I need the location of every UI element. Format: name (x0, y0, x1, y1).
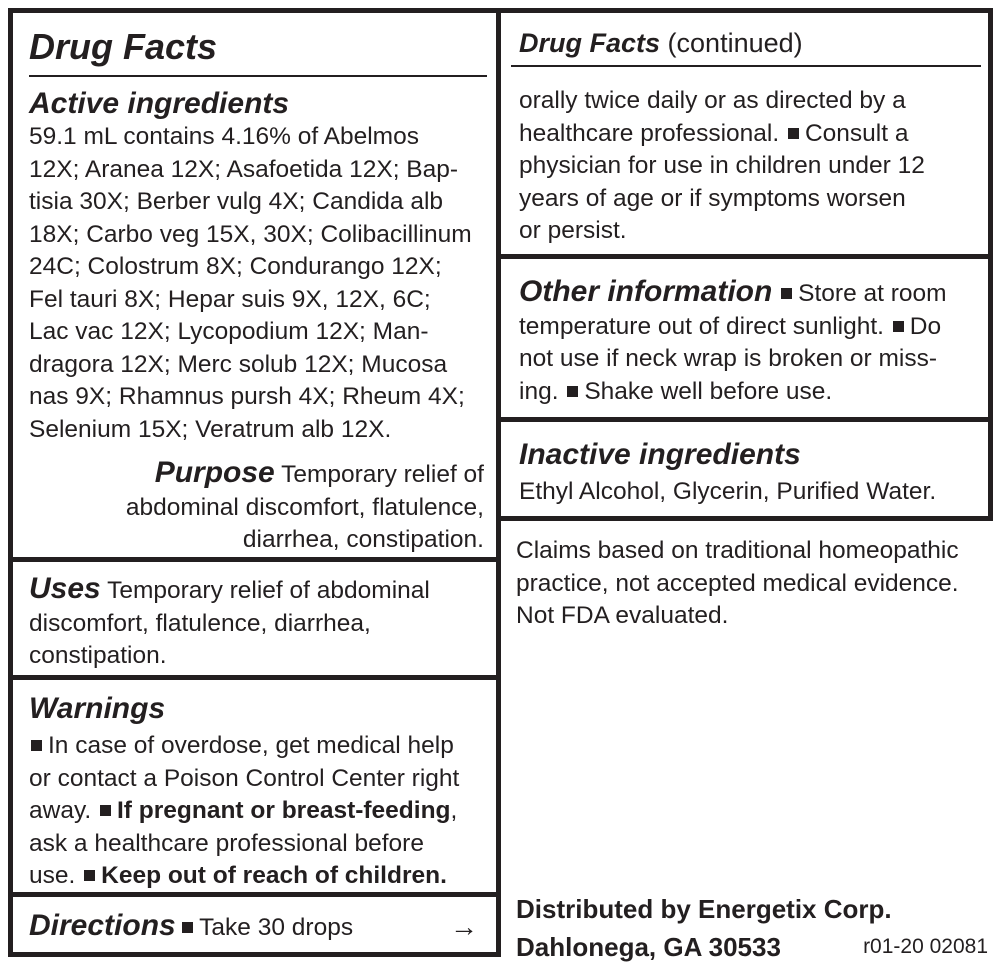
active-line: 18X; Carbo veg 15X, 30X; Colibacillinum (29, 220, 472, 248)
bullet-square-icon (100, 805, 111, 816)
directions-heading: Directions (29, 909, 176, 942)
uses-text: discomfort, flatulence, diarrhea, (29, 609, 371, 637)
title-rule (29, 75, 487, 77)
active-line: Fel tauri 8X; Hepar suis 9X, 12X, 6C; (29, 285, 431, 313)
active-line: Lac vac 12X; Lycopodium 12X; Man- (29, 318, 429, 345)
bullet-square-icon (788, 128, 799, 139)
bullet-square-icon (781, 288, 792, 299)
continued-panel (496, 8, 993, 259)
claims-statement (516, 535, 959, 633)
inactive-ingredients-panel (496, 417, 993, 521)
other-information-text: temperature out of direct sunlight. (519, 312, 884, 340)
warning-text: or contact a Poison Control Center right (29, 764, 460, 792)
distributor-name: Distributed by Energetix Corp. (516, 894, 892, 924)
uses-text: constipation. (29, 642, 167, 669)
warnings-heading: Warnings (29, 692, 166, 725)
warnings-panel (8, 675, 501, 897)
purpose-text: diarrhea, constipation. (242, 526, 484, 553)
distributor-block (516, 890, 892, 966)
directions-continued-text: healthcare professional. (519, 119, 780, 147)
directions-continued-text: orally twice daily or as directed by a (519, 87, 906, 114)
drug-facts-title: Drug Facts (29, 26, 218, 67)
other-information-heading: Other information (519, 275, 773, 308)
warning-text: In case of overdose, get medical help (48, 732, 454, 759)
warning-text: use. (29, 862, 76, 889)
active-line: 12X; Aranea 12X; Asafoetida 12X; Bap- (29, 155, 459, 183)
children-warning: Keep out of reach of children. (101, 862, 447, 889)
other-information-text: Shake well before use. (584, 377, 833, 405)
label-code: r01-20 02081 (863, 935, 988, 958)
directions-continued-text: years of age or if symptoms worsen (519, 184, 906, 212)
purpose-text: abdominal discomfort, flatulence, (125, 493, 484, 521)
directions-continued (519, 85, 925, 248)
warning-text: away. (29, 797, 92, 824)
uses-heading: Uses (29, 572, 101, 605)
active-ingredients-panel (8, 8, 501, 562)
bullet-square-icon (31, 740, 42, 751)
inactive-ingredients-text: Ethyl Alcohol, Glycerin, Purified Water. (519, 478, 937, 505)
directions-continued-text: or persist. (519, 217, 627, 244)
other-information-text: Store at room (798, 280, 947, 307)
warnings-text (29, 730, 459, 893)
directions-continued-text: Consult a (804, 119, 909, 147)
uses-block (29, 572, 430, 673)
bullet-square-icon (84, 870, 95, 881)
uses-panel (8, 557, 501, 680)
directions-panel (8, 892, 501, 957)
active-line: tisia 30X; Berber vulg 4X; Candida alb (29, 188, 444, 215)
active-ingredients-list (29, 121, 472, 446)
claims-text: Not FDA evaluated. (516, 602, 729, 629)
continued-title: Drug Facts (519, 28, 661, 58)
continue-arrow-icon: → (450, 911, 478, 942)
directions-text: Take 30 drops (199, 914, 354, 941)
distributor-address: Dahlonega, GA 30533 (516, 932, 781, 962)
other-information-text: ing. (519, 377, 559, 405)
active-line: 59.1 mL contains 4.16% of Abelmos (29, 123, 419, 150)
other-information-panel (496, 254, 993, 422)
other-information-text: Do (909, 312, 942, 340)
warning-text: ask a healthcare professional before (29, 829, 424, 857)
uses-text: Temporary relief of abdominal (107, 577, 430, 604)
pregnancy-warning: If pregnant or breast-feeding (117, 797, 451, 824)
active-line: dragora 12X; Merc solub 12X; Mucosa (29, 350, 448, 378)
active-line: 24C; Colostrum 8X; Condurango 12X; (29, 253, 442, 280)
continued-suffix: (continued) (667, 28, 803, 58)
bullet-square-icon (567, 386, 578, 397)
inactive-ingredients-heading: Inactive ingredients (519, 438, 801, 471)
bullet-square-icon (182, 922, 193, 933)
other-information-text: not use if neck wrap is broken or miss- (519, 345, 938, 372)
claims-text: practice, not accepted medical evidence. (516, 569, 959, 597)
purpose-text: Temporary relief of (281, 461, 484, 488)
active-line: Selenium 15X; Veratrum alb 12X. (29, 415, 392, 443)
claims-text: Claims based on traditional homeopathic (516, 537, 959, 564)
directions-continued-text: physician for use in children under 12 (519, 152, 925, 179)
purpose-block (126, 456, 484, 557)
purpose-heading: Purpose (154, 456, 275, 489)
active-ingredients-heading: Active ingredients (29, 87, 290, 120)
active-line: nas 9X; Rhamnus pursh 4X; Rheum 4X; (29, 383, 465, 410)
bullet-square-icon (893, 321, 904, 332)
other-information-block (519, 275, 947, 408)
warning-text: , (450, 797, 458, 824)
continued-rule (511, 65, 981, 67)
